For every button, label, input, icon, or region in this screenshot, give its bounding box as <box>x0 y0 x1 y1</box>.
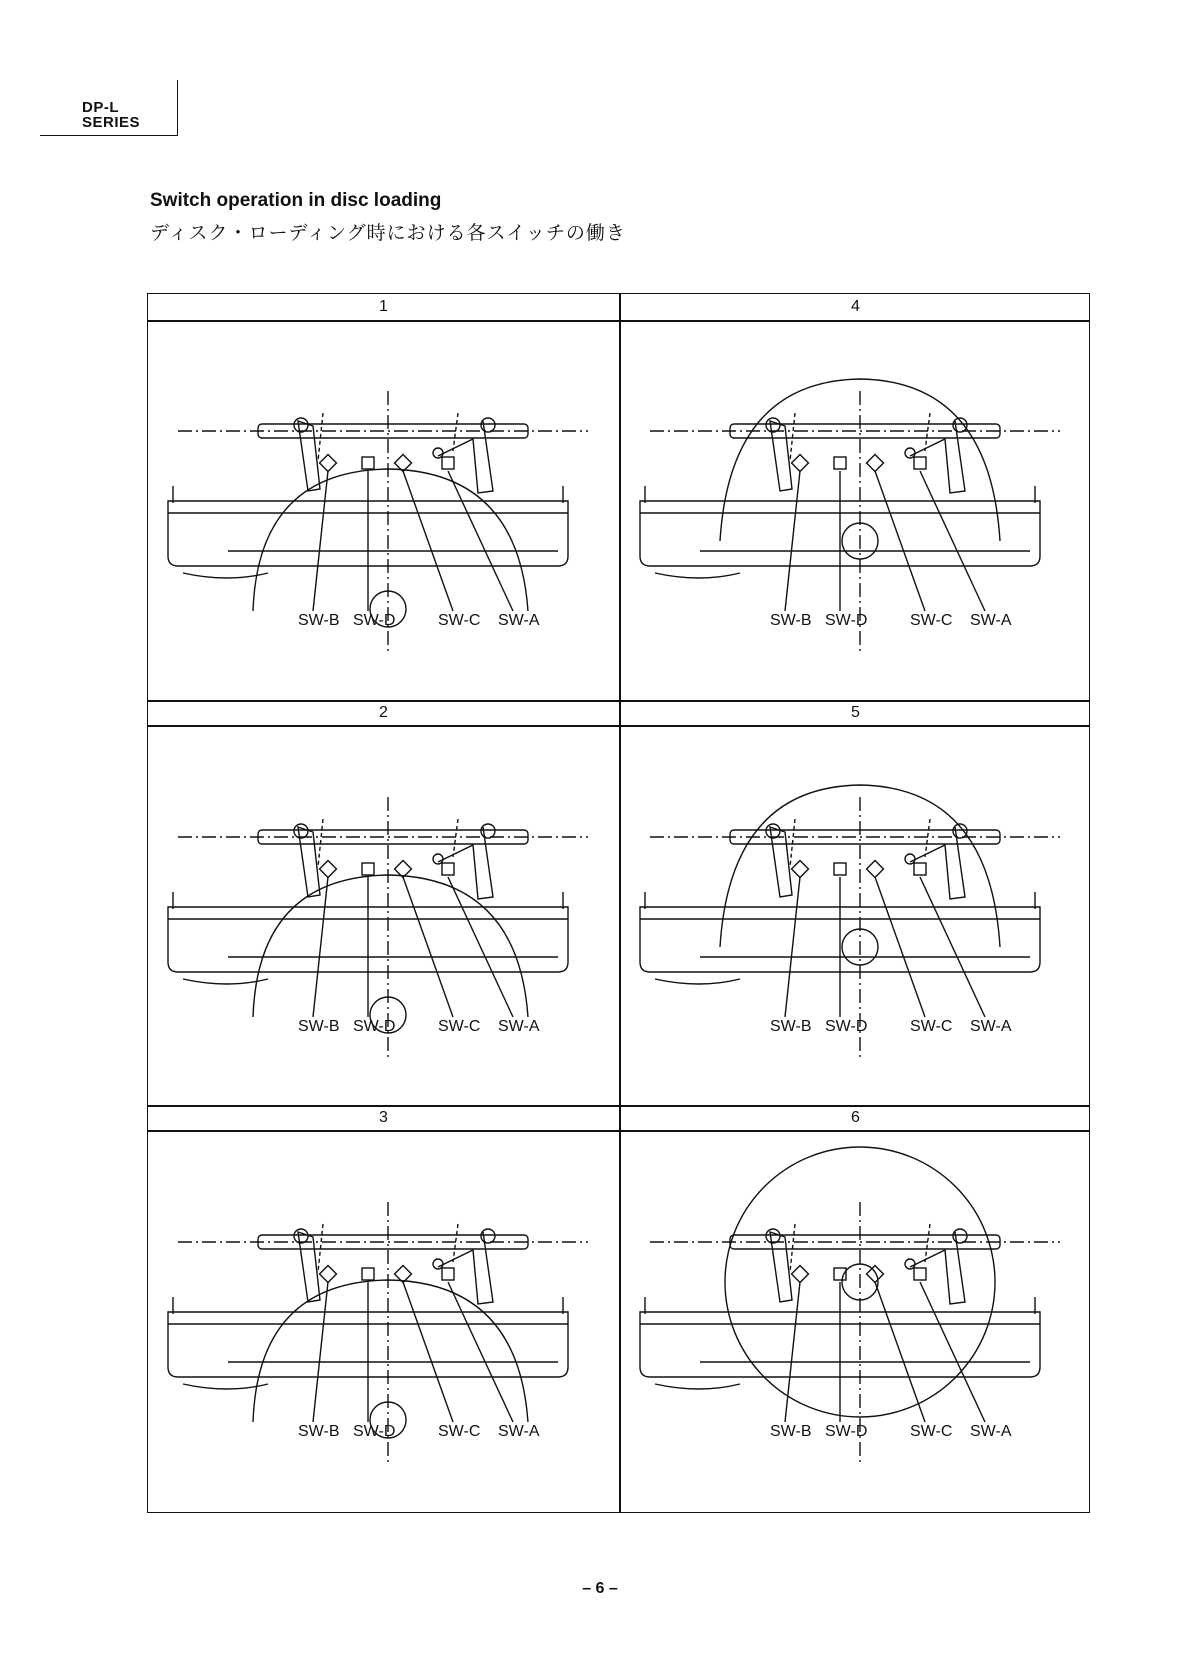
left-arm-pivot <box>294 418 308 432</box>
switch-label: SW-A <box>498 1423 540 1440</box>
switch-label: SW-A <box>970 1018 1012 1035</box>
switch-symbol <box>362 1268 374 1280</box>
right-arm-ghost <box>453 413 458 451</box>
right-arm-ghost <box>925 413 930 451</box>
left-arm-pivot <box>766 1229 780 1243</box>
switch-leader-line <box>403 471 453 611</box>
switch-symbol <box>834 863 846 875</box>
left-arm-ghost <box>318 1224 323 1272</box>
switch-diagram-grid <box>147 293 1090 1513</box>
switch-label: SW-C <box>438 612 481 629</box>
panel-number: 4 <box>851 298 860 315</box>
tray-bottom-curve <box>183 979 268 984</box>
switch-leader-line <box>875 1282 925 1422</box>
switch-label: SW-B <box>298 1018 340 1035</box>
right-arm-ghost <box>925 819 930 857</box>
disc-outline <box>253 469 528 611</box>
switch-label: SW-A <box>970 612 1012 629</box>
switch-symbol <box>320 1266 337 1283</box>
switch-symbol <box>792 861 809 878</box>
tray-bottom-curve <box>183 573 268 578</box>
disc-outline <box>253 1280 528 1422</box>
switch-label: SW-A <box>970 1423 1012 1440</box>
tray-bottom-curve <box>655 1384 740 1389</box>
switch-label: SW-C <box>910 1018 953 1035</box>
switch-symbol <box>320 455 337 472</box>
left-arm-ghost <box>318 413 323 461</box>
switch-symbol <box>834 457 846 469</box>
series-divider-vertical <box>177 80 179 136</box>
switch-label: SW-D <box>825 1423 868 1440</box>
loading-diagram <box>620 321 1091 701</box>
switch-symbol <box>442 863 454 875</box>
tray-bottom-curve <box>655 573 740 578</box>
switch-label: SW-C <box>910 612 953 629</box>
switch-leader-line <box>403 877 453 1017</box>
switch-leader-line <box>313 877 328 1017</box>
tray-bottom-curve <box>183 1384 268 1389</box>
loading-diagram <box>148 321 619 701</box>
switch-symbol <box>867 861 884 878</box>
switch-symbol <box>442 457 454 469</box>
switch-label: SW-C <box>910 1423 953 1440</box>
panel-number: 1 <box>379 298 388 315</box>
page-number: – 6 – <box>582 1580 618 1597</box>
switch-label: SW-B <box>770 612 812 629</box>
panel-number: 2 <box>379 704 388 721</box>
series-divider-horizontal <box>40 135 178 137</box>
left-arm-pivot <box>294 1229 308 1243</box>
loading-diagram <box>148 727 619 1107</box>
left-arm-ghost <box>790 1224 795 1272</box>
switch-symbol <box>362 863 374 875</box>
switch-symbol <box>792 455 809 472</box>
series-label <box>82 100 140 130</box>
left-arm-pivot <box>766 824 780 838</box>
switch-symbol <box>867 455 884 472</box>
left-arm-ghost <box>790 413 795 461</box>
switch-label: SW-B <box>298 1423 340 1440</box>
switch-leader-line <box>313 1282 328 1422</box>
switch-label: SW-D <box>353 1018 396 1035</box>
left-arm-pivot <box>766 418 780 432</box>
loading-diagram <box>620 727 1091 1107</box>
right-arm-ghost <box>453 1224 458 1262</box>
left-arm-pivot <box>294 824 308 838</box>
switch-leader-line <box>785 471 800 611</box>
switch-label: SW-D <box>825 612 868 629</box>
switch-label: SW-A <box>498 1018 540 1035</box>
switch-leader-line <box>785 1282 800 1422</box>
panel-number: 5 <box>851 704 860 721</box>
switch-symbol <box>867 1266 884 1283</box>
panel-number: 6 <box>851 1109 860 1126</box>
switch-symbol <box>914 1268 926 1280</box>
section-heading-en: Switch operation in disc loading <box>150 190 442 211</box>
switch-leader-line <box>875 471 925 611</box>
switch-symbol <box>442 1268 454 1280</box>
disc-outline <box>253 875 528 1017</box>
right-arm-ghost <box>925 1224 930 1262</box>
left-arm-ghost <box>318 819 323 867</box>
switch-symbol <box>914 457 926 469</box>
switch-label: SW-B <box>770 1423 812 1440</box>
loading-diagram <box>620 1132 1091 1512</box>
right-arm-ghost <box>453 819 458 857</box>
switch-label: SW-B <box>298 612 340 629</box>
switch-label: SW-D <box>825 1018 868 1035</box>
loading-diagram <box>148 1132 619 1512</box>
left-arm-ghost <box>790 819 795 867</box>
switch-leader-line <box>403 1282 453 1422</box>
switch-label: SW-A <box>498 612 540 629</box>
series-tag <box>40 80 178 136</box>
switch-symbol <box>792 1266 809 1283</box>
switch-symbol <box>914 863 926 875</box>
tray-bottom-curve <box>655 979 740 984</box>
switch-label: SW-C <box>438 1423 481 1440</box>
switch-symbol <box>362 457 374 469</box>
switch-label: SW-D <box>353 1423 396 1440</box>
switch-leader-line <box>875 877 925 1017</box>
panel-number: 3 <box>379 1109 388 1126</box>
switch-label: SW-D <box>353 612 396 629</box>
series-line-1: DP-L <box>82 99 119 116</box>
switch-leader-line <box>313 471 328 611</box>
switch-label: SW-C <box>438 1018 481 1035</box>
switch-symbol <box>320 861 337 878</box>
switch-label: SW-B <box>770 1018 812 1035</box>
section-heading-jp: ディスク・ローディング時における各スイッチの働き <box>150 222 626 244</box>
series-line-2: SERIES <box>82 114 141 131</box>
switch-leader-line <box>785 877 800 1017</box>
